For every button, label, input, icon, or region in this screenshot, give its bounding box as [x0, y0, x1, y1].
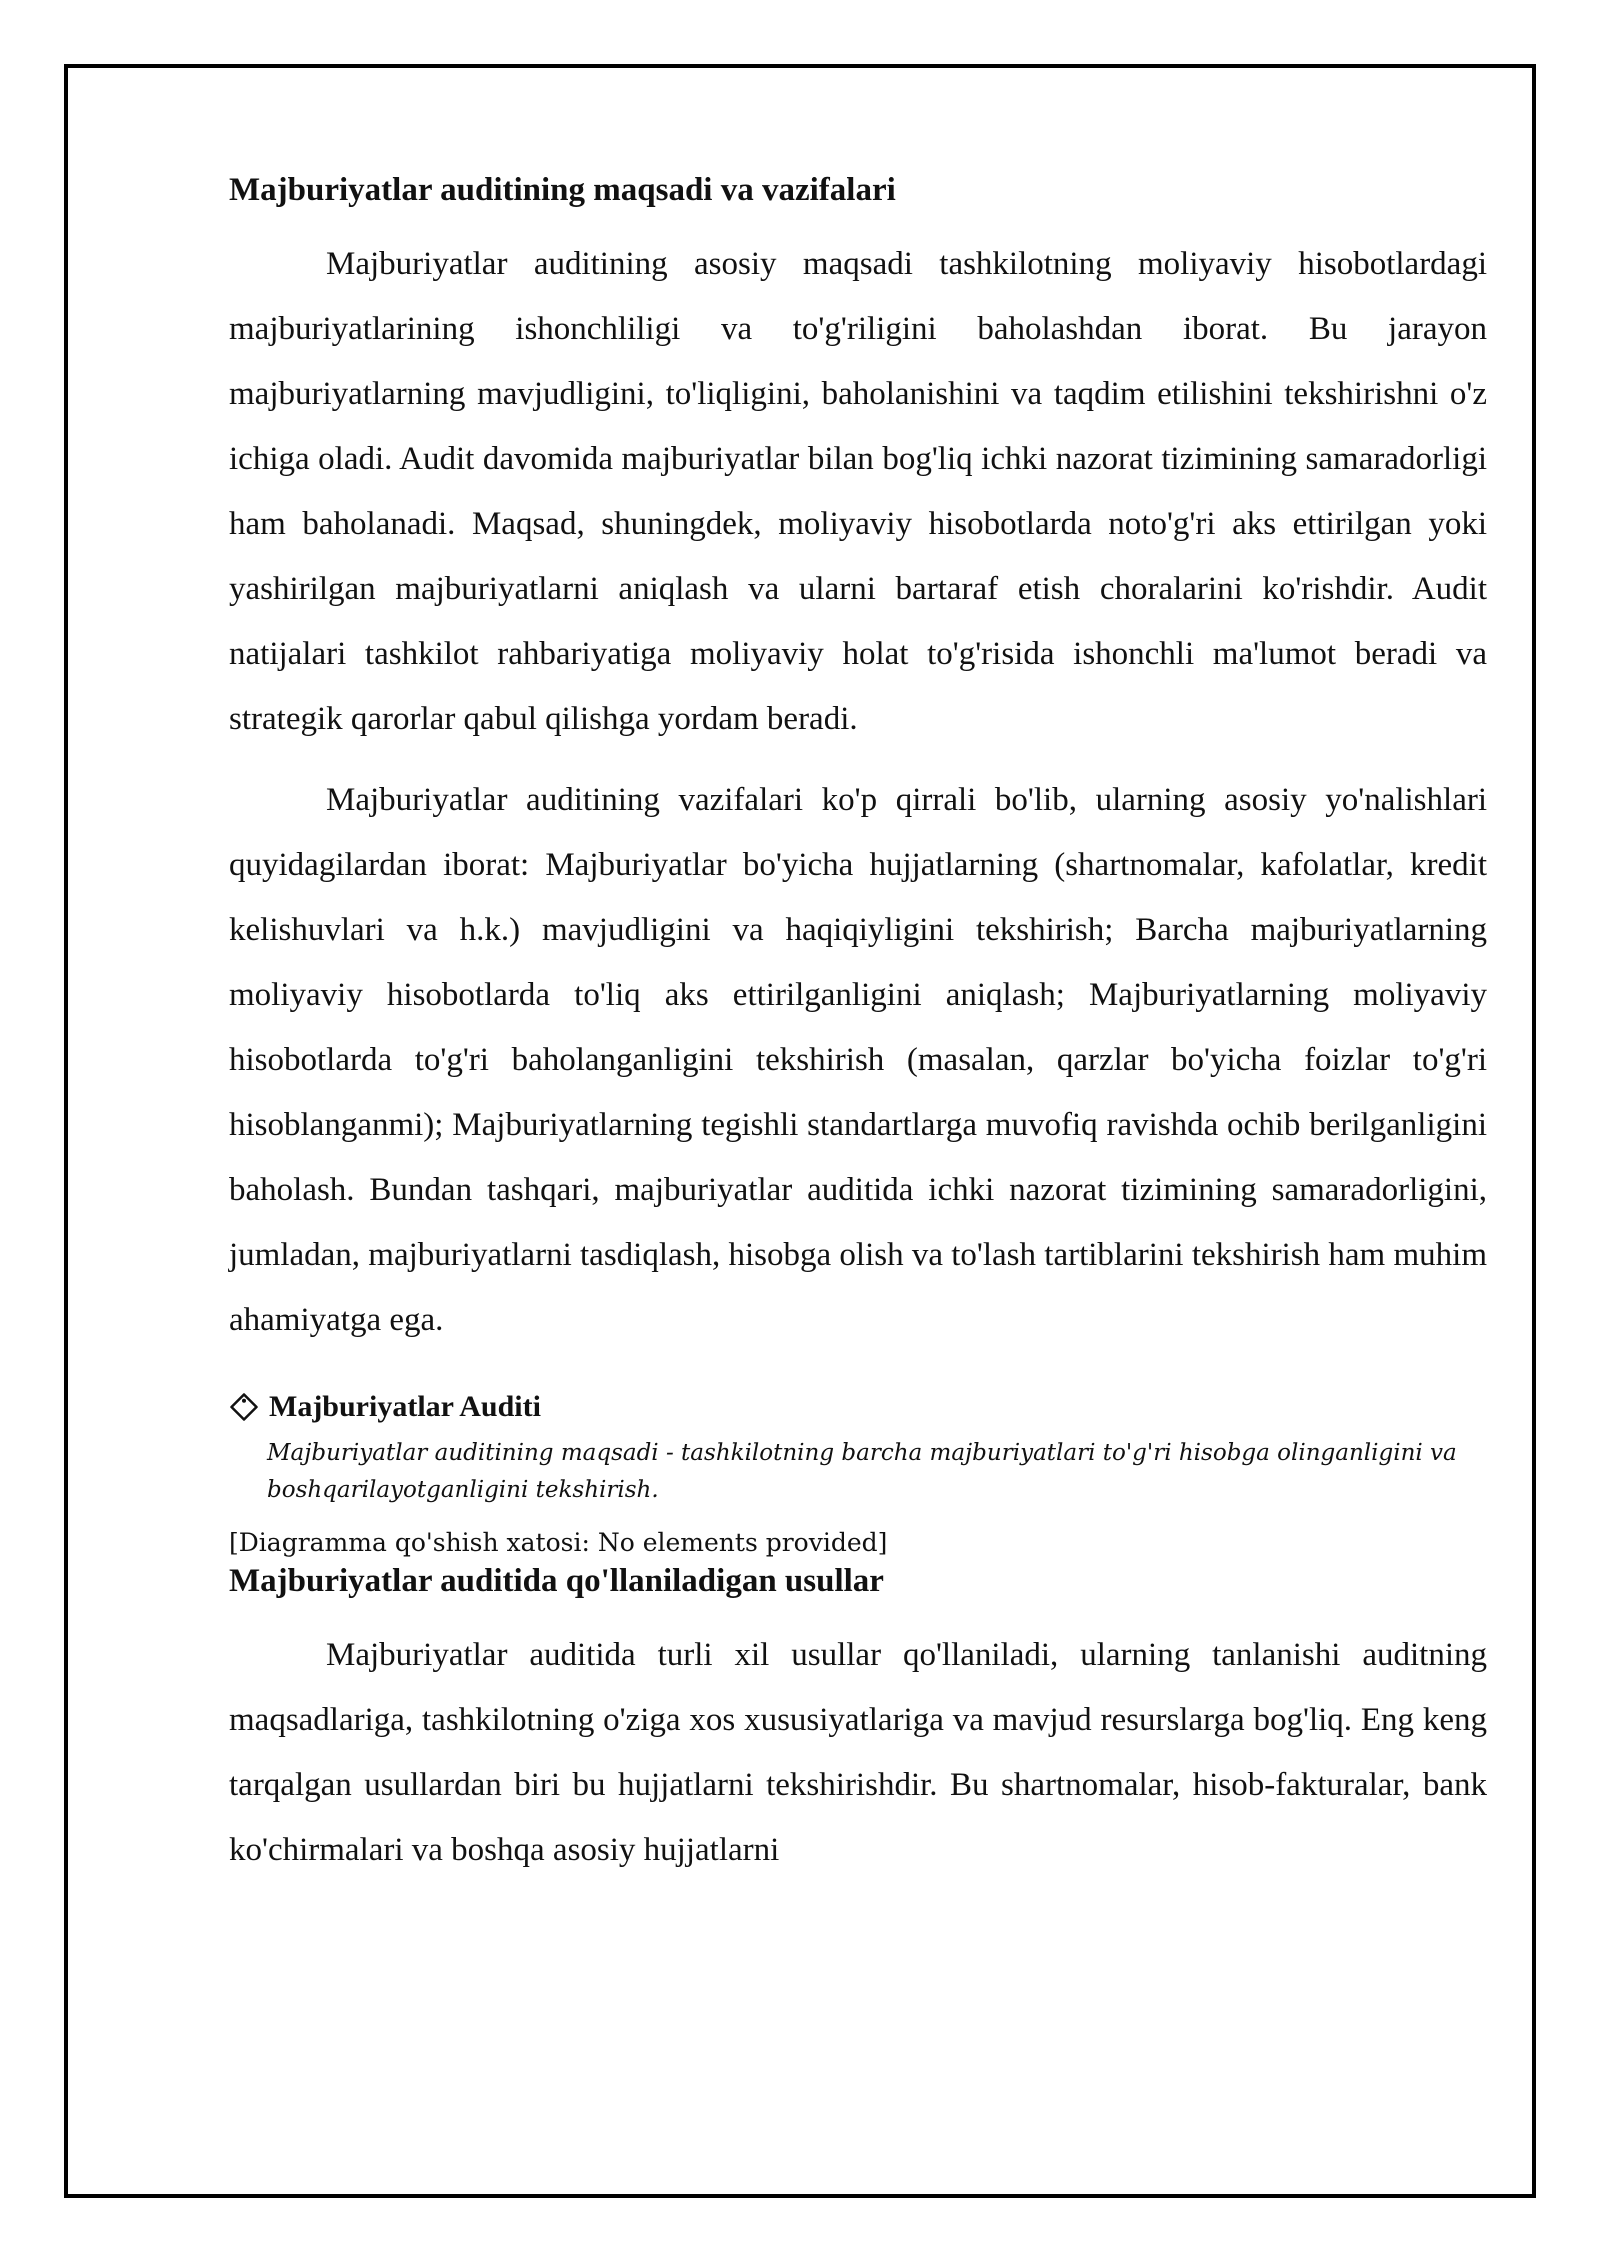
section-heading-methods: Majburiyatlar auditida qo'llaniladigan usullar [229, 1563, 884, 1599]
tag-icon [229, 1392, 259, 1422]
document-body [229, 170, 1487, 1899]
callout-box [229, 1389, 1487, 1561]
section-heading-goals: Majburiyatlar auditining maqsadi va vazifalari [229, 172, 896, 208]
paragraph-goal: Majburiyatlar auditining asosiy maqsadi tashkilotning moliyaviy hisobotlardagi majburiyatlarining ishonchliligi va to'g'riligini baholashdan iborat. Bu jarayon majburiyatlarning mavjudligini, to'liqligini, baholanishini va taqdim etilishini tekshirishni o'z ichiga oladi. Audit davomida majburiyatlar bilan bog'liq ichki nazorat tizimining samaradorligi ham baholanadi. Maqsad, shuningdek, moliyaviy hisobotlarda noto'g'ri aks ettirilgan yoki yashirilgan majburiyatlarni aniqlash va ularni bartaraf etish choralarini ko'rishdir. Audit natijalari tashkilot rahbariyatiga moliyaviy holat to'g'risida ishonchli ma'lumot beradi va strategik qarorlar qabul qilishga yordam beradi. [229, 246, 1487, 737]
callout-header [229, 1389, 1487, 1425]
callout-description: Majburiyatlar auditining maqsadi - tashkilotning barcha majburiyatlari to'g'ri hisobga olinganligini va boshqarilayotganligini tekshirish. [267, 1440, 1457, 1503]
diagram-error-message: [Diagramma qo'shish xatosi: No elements provided] [229, 1528, 888, 1557]
paragraph-methods: Majburiyatlar auditida turli xil usullar qo'llaniladi, ularning tanlanishi auditning maqsadlariga, tashkilotning o'ziga xos xususiyatlariga va mavjud resurslarga bog'liq. Eng keng tarqalgan usullardan biri bu hujjatlarni tekshirishdir. Bu shartnomalar, hisob-fakturalar, bank ko'chirmalari va boshqa asosiy hujjatlarni [229, 1637, 1487, 1868]
paragraph-tasks: Majburiyatlar auditining vazifalari ko'p qirrali bo'lib, ularning asosiy yo'nalishlari quyidagilardan iborat: Majburiyatlar bo'yicha hujjatlarning (shartnomalar, kafolatlar, kredit kelishuvlari va h.k.) mavjudligini va haqiqiyligini tekshirish; Barcha majburiyatlarning moliyaviy hisobotlarda to'liq aks ettirilganligini aniqlash; Majburiyatlarning moliyaviy hisobotlarda to'g'ri baholanganligini tekshirish (masalan, qarzlar bo'yicha foizlar to'g'ri hisoblanganmi); Majburiyatlarning tegishli standartlarga muvofiq ravishda ochib berilganligini baholash. Bundan tashqari, majburiyatlar auditida ichki nazorat tizimining samaradorligini, jumladan, majburiyatlarni tasdiqlash, hisobga olish va to'lash tartiblarini tekshirish ham muhim ahamiyatga ega. [229, 782, 1487, 1338]
callout-title: Majburiyatlar Auditi [269, 1390, 541, 1423]
